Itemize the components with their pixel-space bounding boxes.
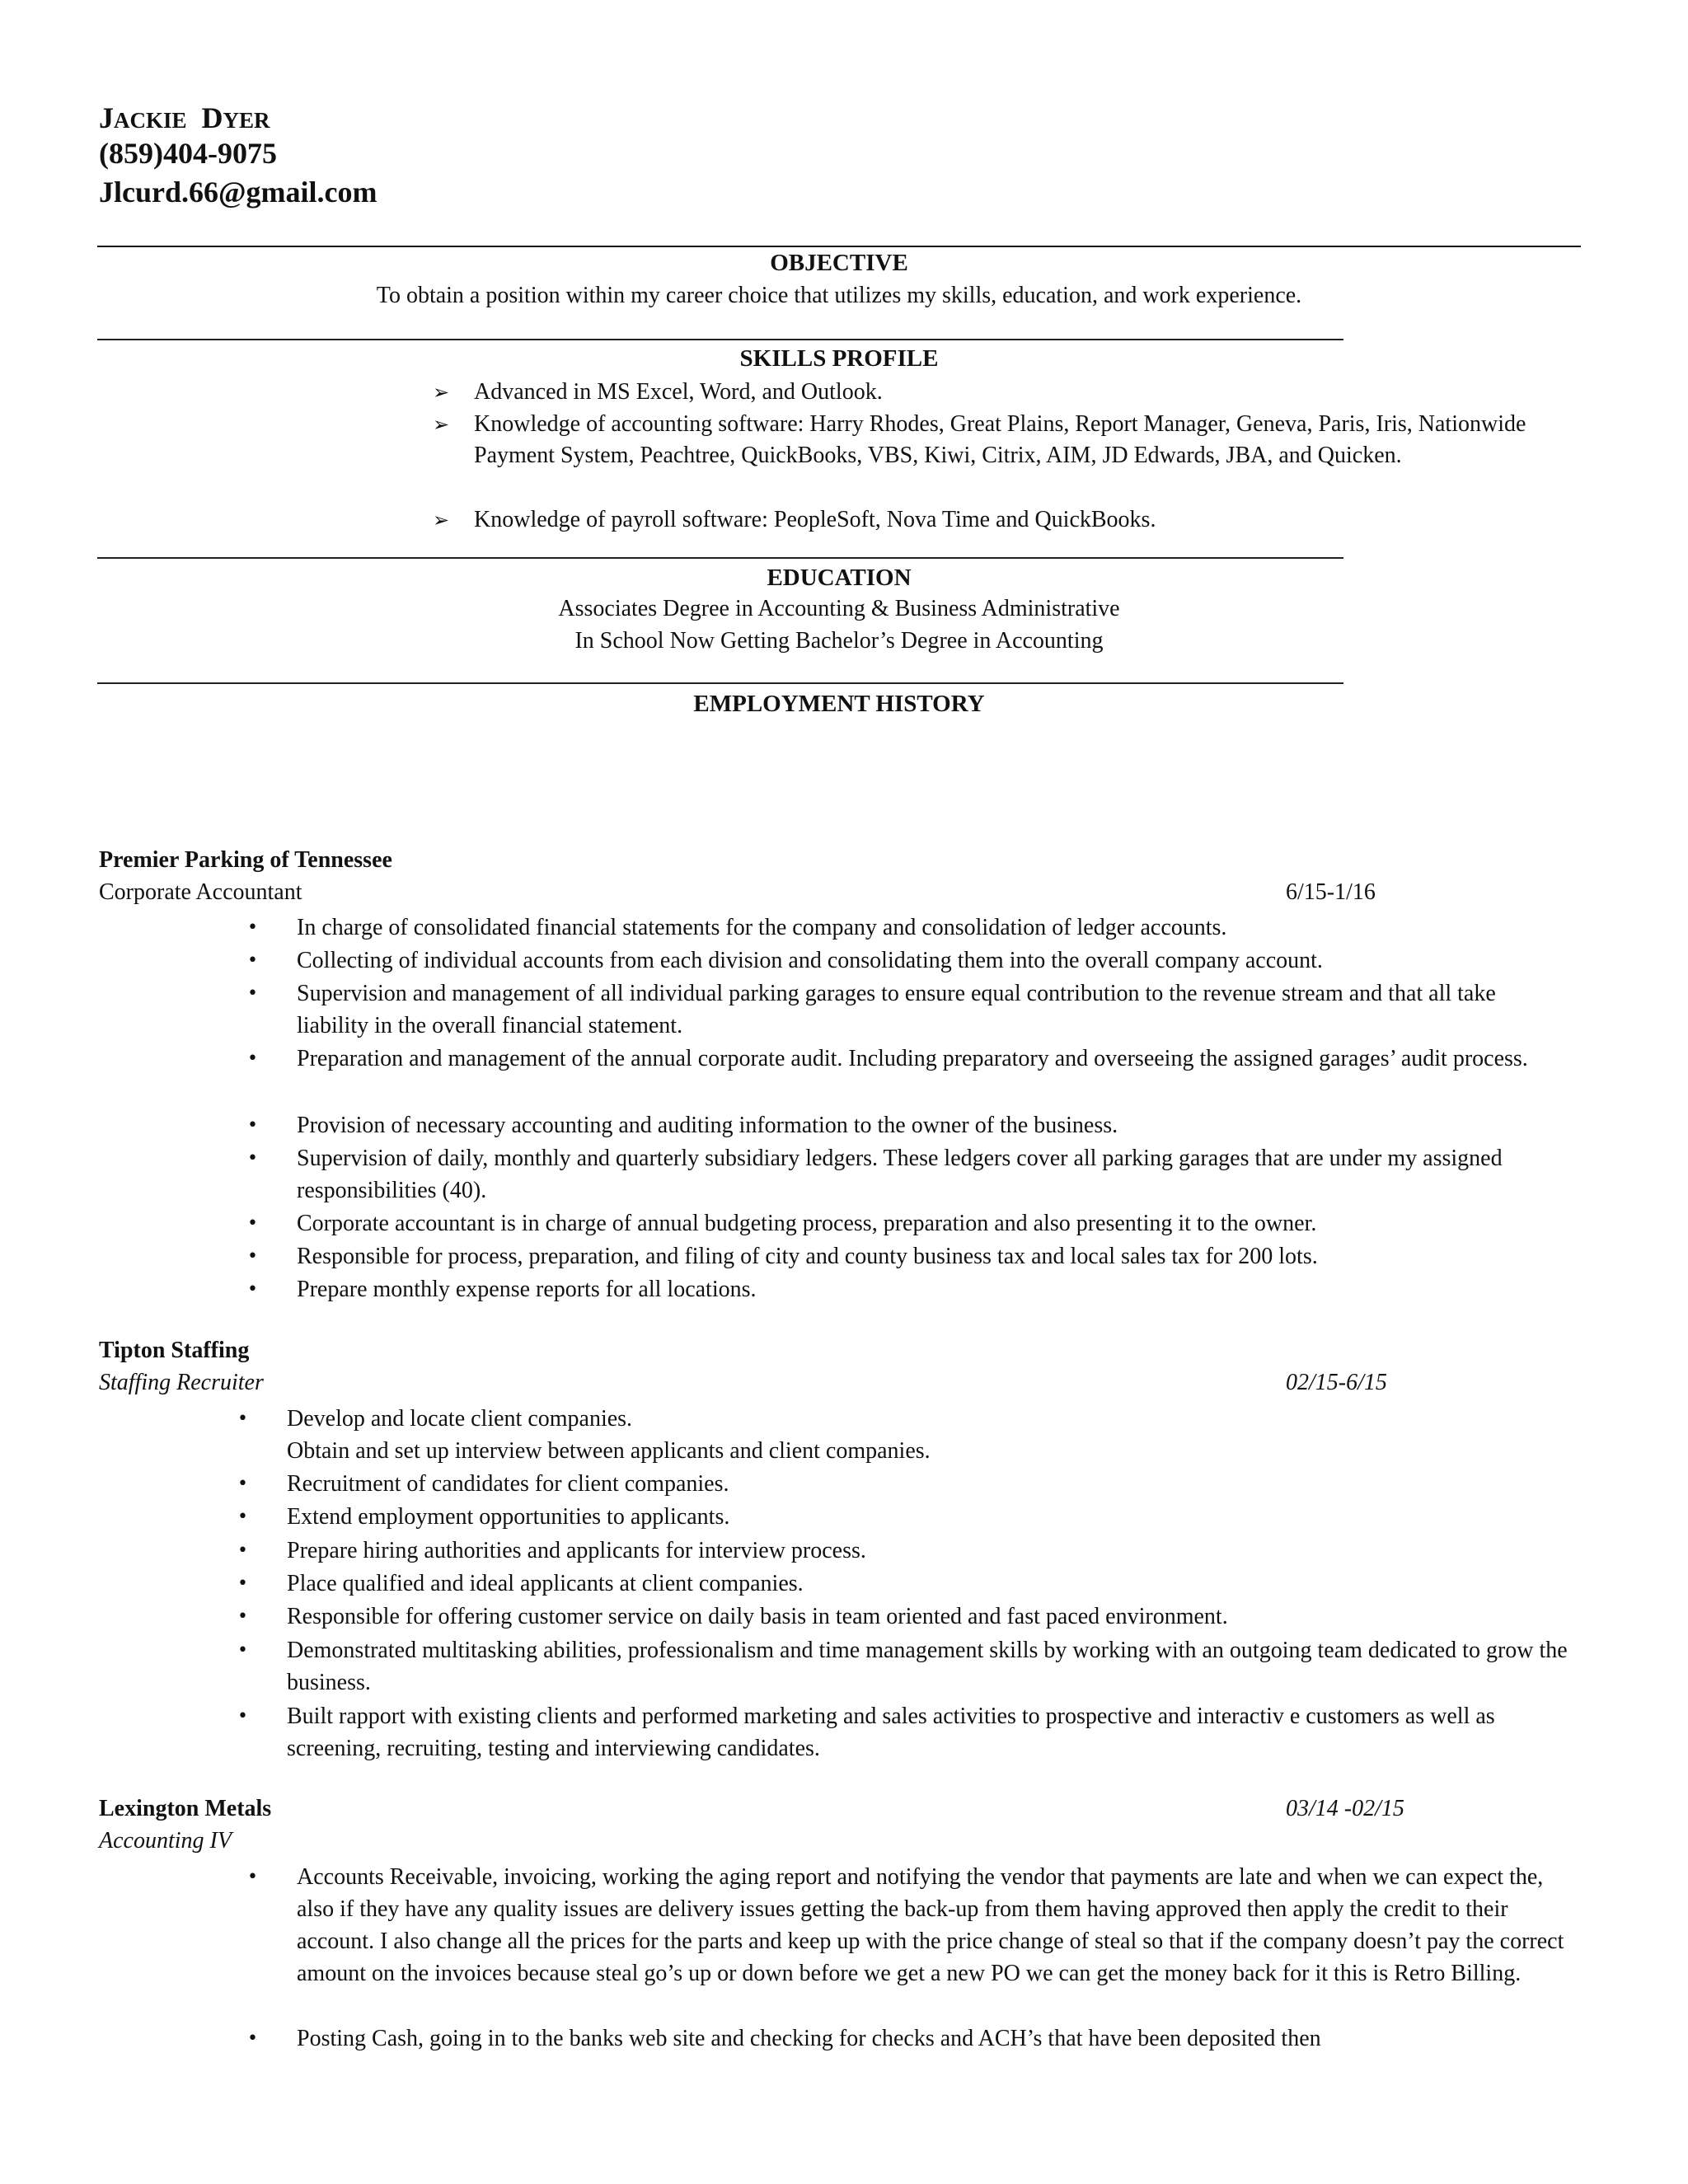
candidate-name: JACKIE DYER: [99, 101, 270, 134]
job-bullet: • Collecting of individual accounts from each division and consolidating them into the overall company account.: [297, 944, 1582, 977]
job-bullet: • Responsible for process, preparation, and filing of city and county business tax and local sales tax for 200 lots.: [297, 1240, 1582, 1272]
email-address: Jlcurd.66@gmail.com: [99, 176, 377, 209]
job-bullet: • Responsible for offering customer service on daily basis in team oriented and fast paced environment.: [287, 1601, 1573, 1633]
job-bullet: • Posting Cash, going in to the banks web site and checking for checks and ACH’s that have been deposited then: [297, 2022, 1582, 2055]
bullet-dot-icon: •: [247, 950, 258, 971]
bullet-dot-icon: •: [247, 1148, 258, 1169]
section-divider: [97, 682, 1343, 684]
skill-item: ➢ Knowledge of accounting software: Harry Rhodes, Great Plains, Report Manager, Geneva, Paris, Iris, Nationwide Payment System, Peachtree, QuickBooks, VBS, Kiwi, Citrix, AIM, JD Edwards, JBA, and Quicken.: [474, 409, 1562, 471]
education-line: In School Now Getting Bachelor’s Degree in Accounting: [574, 628, 1104, 654]
bullet-dot-icon: •: [237, 1540, 248, 1561]
job-dates: 03/14 -02/15: [1286, 1796, 1404, 1821]
skill-item: ➢ Advanced in MS Excel, Word, and Outlook.: [474, 377, 1562, 408]
bullet-dot-icon: •: [237, 1640, 248, 1661]
bullet-dot-icon: •: [237, 1408, 248, 1429]
bullet-dot-icon: •: [247, 1115, 258, 1136]
job-title: Corporate Accountant: [99, 879, 302, 905]
objective-heading: OBJECTIVE: [770, 250, 908, 276]
job-title: Staffing Recruiter: [99, 1370, 264, 1395]
job-title: Accounting IV: [99, 1828, 232, 1854]
job-bullet: • Supervision of daily, monthly and quarterly subsidiary ledgers. These ledgers cover all parking garages that are under my assigned responsibilities (40).: [297, 1142, 1566, 1207]
skill-item: ➢ Knowledge of payroll software: PeopleSoft, Nova Time and QuickBooks.: [474, 504, 1562, 536]
objective-text: To obtain a position within my career choice that utilizes my skills, education, and work experience.: [376, 283, 1302, 308]
section-divider: [97, 339, 1343, 340]
header-divider: [97, 246, 1581, 247]
arrow-bullet-icon: ➢: [433, 413, 450, 436]
company-name: Premier Parking of Tennessee: [99, 847, 392, 873]
job-bullet: • Place qualified and ideal applicants at client companies.: [287, 1568, 1573, 1600]
section-divider: [97, 557, 1343, 559]
job-bullet: • Extend employment opportunities to applicants.: [287, 1501, 1573, 1533]
bullet-dot-icon: •: [247, 1279, 258, 1300]
bullet-dot-icon: •: [247, 917, 258, 938]
job-bullet: • Supervision and management of all individual parking garages to ensure equal contribution to the revenue stream and that all take liability in the overall financial statement.: [297, 977, 1566, 1042]
bullet-dot-icon: •: [237, 1507, 248, 1527]
company-name: Tipton Staffing: [99, 1338, 250, 1363]
education-line: Associates Degree in Accounting & Business Administrative: [558, 596, 1120, 621]
company-name: Lexington Metals: [99, 1796, 272, 1821]
phone-number: (859)404-9075: [99, 137, 277, 170]
job-bullet: • Corporate accountant is in charge of annual budgeting process, preparation and also presenting it to the owner.: [297, 1207, 1582, 1240]
job-dates: 02/15-6/15: [1286, 1370, 1387, 1395]
bullet-dot-icon: •: [247, 983, 258, 1004]
job-dates: 6/15-1/16: [1286, 879, 1376, 905]
education-heading: EDUCATION: [767, 565, 912, 591]
job-bullet: Obtain and set up interview between applicants and client companies.: [287, 1438, 931, 1464]
job-bullet: • Provision of necessary accounting and auditing information to the owner of the business.: [297, 1109, 1566, 1141]
job-bullet: • Demonstrated multitasking abilities, professionalism and time management skills by working with an outgoing team dedicated to grow the business.: [287, 1634, 1573, 1699]
employment-heading: EMPLOYMENT HISTORY: [693, 691, 985, 717]
bullet-dot-icon: •: [247, 1867, 258, 1887]
arrow-bullet-icon: ➢: [433, 509, 450, 532]
job-bullet: • Prepare hiring authorities and applicants for interview process.: [287, 1535, 1573, 1567]
bullet-dot-icon: •: [237, 1474, 248, 1494]
bullet-dot-icon: •: [247, 1213, 258, 1234]
job-bullet: • In charge of consolidated financial statements for the company and consolidation of ledger accounts.: [297, 912, 1582, 944]
arrow-bullet-icon: ➢: [433, 381, 450, 404]
bullet-dot-icon: •: [237, 1606, 248, 1627]
skills-heading: SKILLS PROFILE: [739, 345, 939, 372]
bullet-dot-icon: •: [247, 1246, 258, 1267]
job-bullet: • Prepare monthly expense reports for all locations.: [297, 1273, 1582, 1305]
job-bullet: • Develop and locate client companies.: [287, 1403, 1573, 1435]
job-bullet: • Built rapport with existing clients and performed marketing and sales activities to prospective and interactiv e customers as well as screening, recruiting, testing and interviewing candidates.: [287, 1700, 1573, 1765]
bullet-dot-icon: •: [237, 1573, 248, 1594]
bullet-dot-icon: •: [237, 1706, 248, 1727]
bullet-dot-icon: •: [247, 1048, 258, 1069]
bullet-dot-icon: •: [247, 2028, 258, 2049]
job-bullet: • Recruitment of candidates for client companies.: [287, 1468, 1573, 1500]
job-bullet: • Preparation and management of the annual corporate audit. Including preparatory and overseeing the assigned garages’ audit process.: [297, 1043, 1566, 1075]
job-bullet: • Accounts Receivable, invoicing, working the aging report and notifying the vendor that payments are late and when we can expect the, also if they have any quality issues are delivery issues getting the back-up from them having approved then apply the credit to their account. I also change all the prices for the parts and keep up with the price change of steal so that if the company doesn’t pay the correct amount on the invoices because steal go’s up or down before we get a new PO we can get the money back for it this is Retro Billing.: [297, 1861, 1582, 1990]
